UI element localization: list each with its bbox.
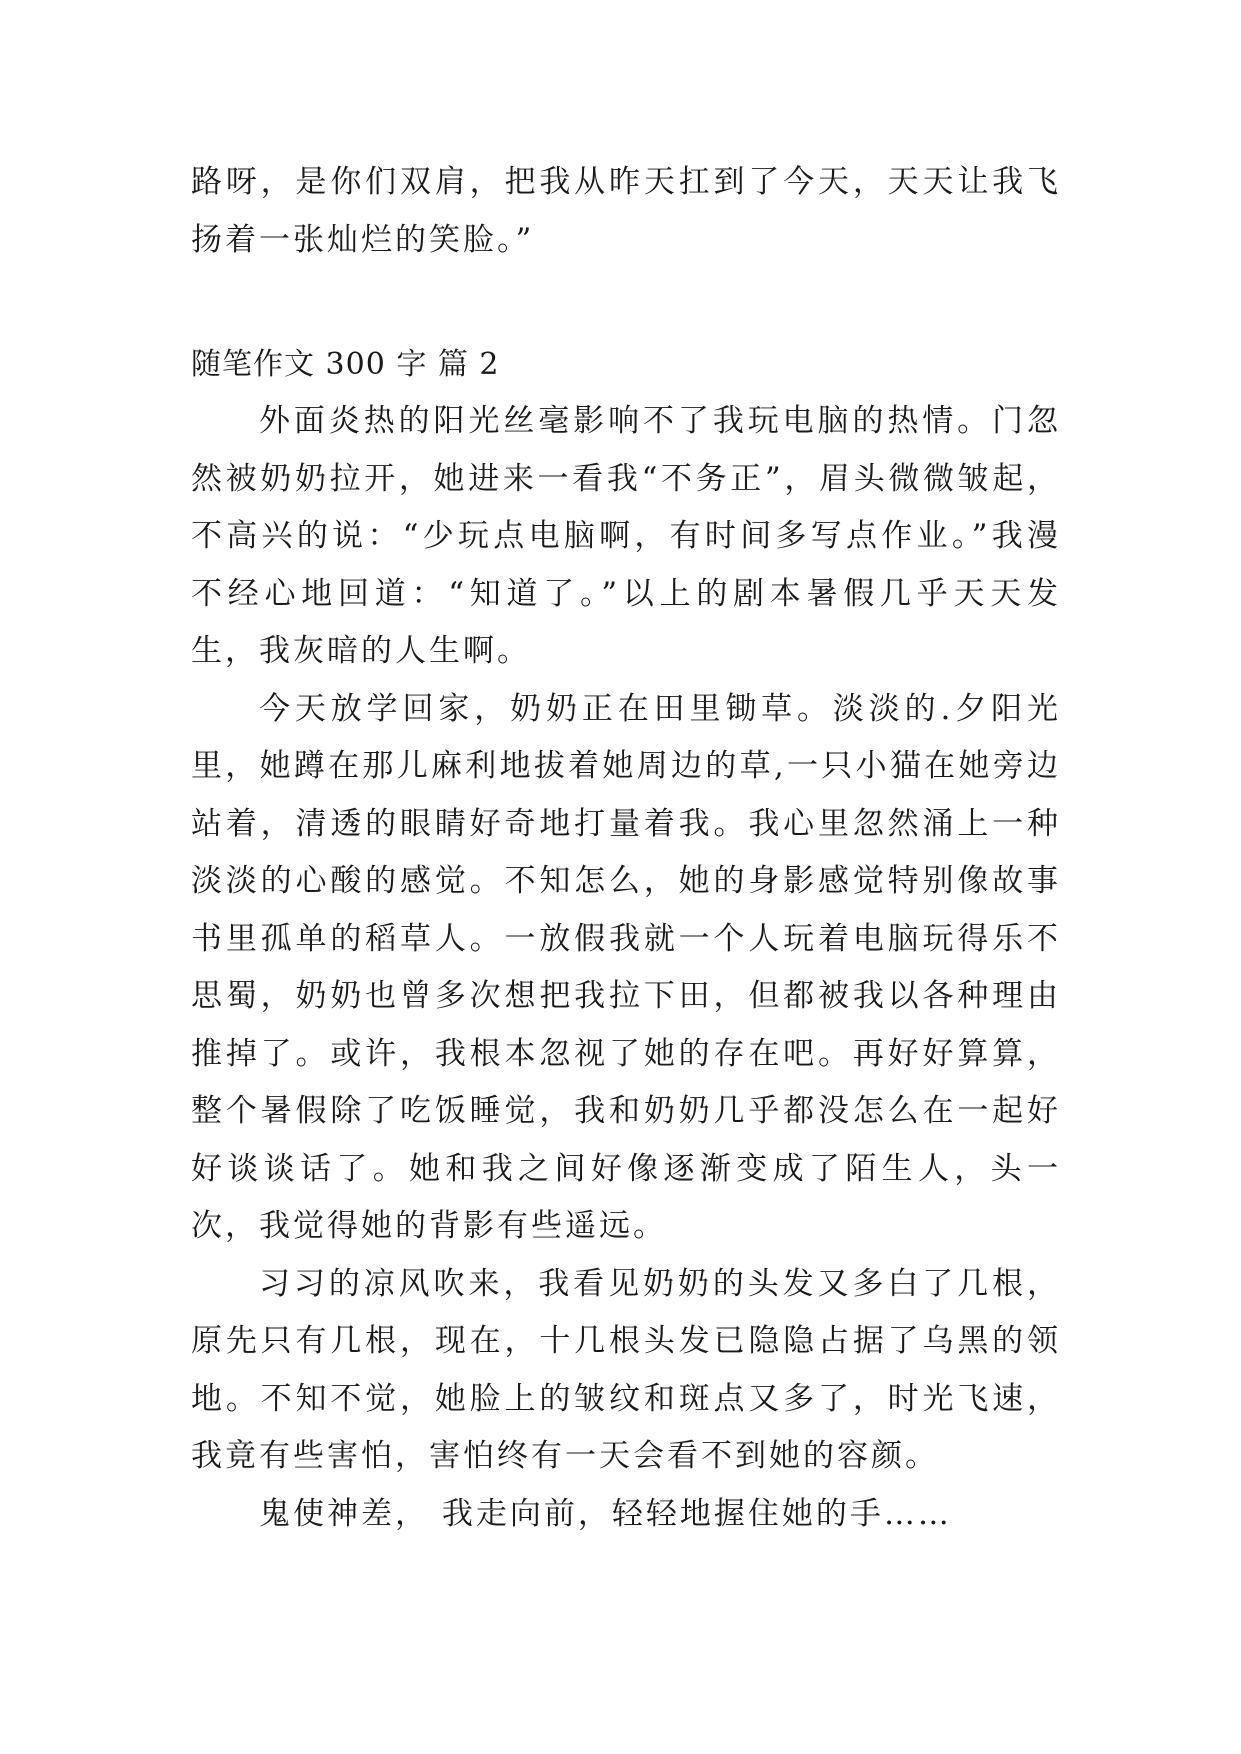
section-title: 随笔作文 300 字 篇 2 [191,347,500,382]
intro-paragraph: 路呀，是你们双肩，把我从昨天扛到了今天，天天让我飞扬着一张灿烂的笑脸。” [191,164,1061,258]
essay-body [191,393,1061,1543]
paragraph-1: 外面炎热的阳光丝毫影响不了我玩电脑的热情。门忽然被奶奶拉开，她进来一看我“不务正”，眉头微微皱起，不高兴的说：“少玩点电脑啊，有时间多写点作业。”我漫不经心地回道：“知道了。”以上的剧本暑假几乎天天发生，我灰暗的人生啊。 [191,403,1061,669]
paragraph-2: 今天放学回家，奶奶正在田里锄草。淡淡的.夕阳光里，她蹲在那儿麻利地拔着她周边的草,一只小猫在她旁边站着，清透的眼睛好奇地打量着我。我心里忽然涌上一种淡淡的心酸的感觉。不知怎么，她的身影感觉特别像故事书里孤单的稻草人。一放假我就一个人玩着电脑玩得乐不思蜀，奶奶也曾多次想把我拉下田，但都被我以各种理由推掉了。或许，我根本忽视了她的存在吧。再好好算算，整个暑假除了吃饭睡觉，我和奶奶几乎都没怎么在一起好好谈谈话了。她和我之间好像逐渐变成了陌生人，头一次，我觉得她的背影有些遥远。 [191,690,1061,1244]
paragraph-4: 鬼使神差， 我走向前，轻轻地握住她的手…… [259,1495,952,1532]
paragraph-3: 习习的凉风吹来，我看见奶奶的头发又多白了几根，原先只有几根，现在，十几根头发已隐隐占据了乌黑的领地。不知不觉，她脸上的皱纹和斑点又多了，时光飞速，我竟有些害怕，害怕终有一天会看不到她的容颜。 [191,1265,1061,1474]
